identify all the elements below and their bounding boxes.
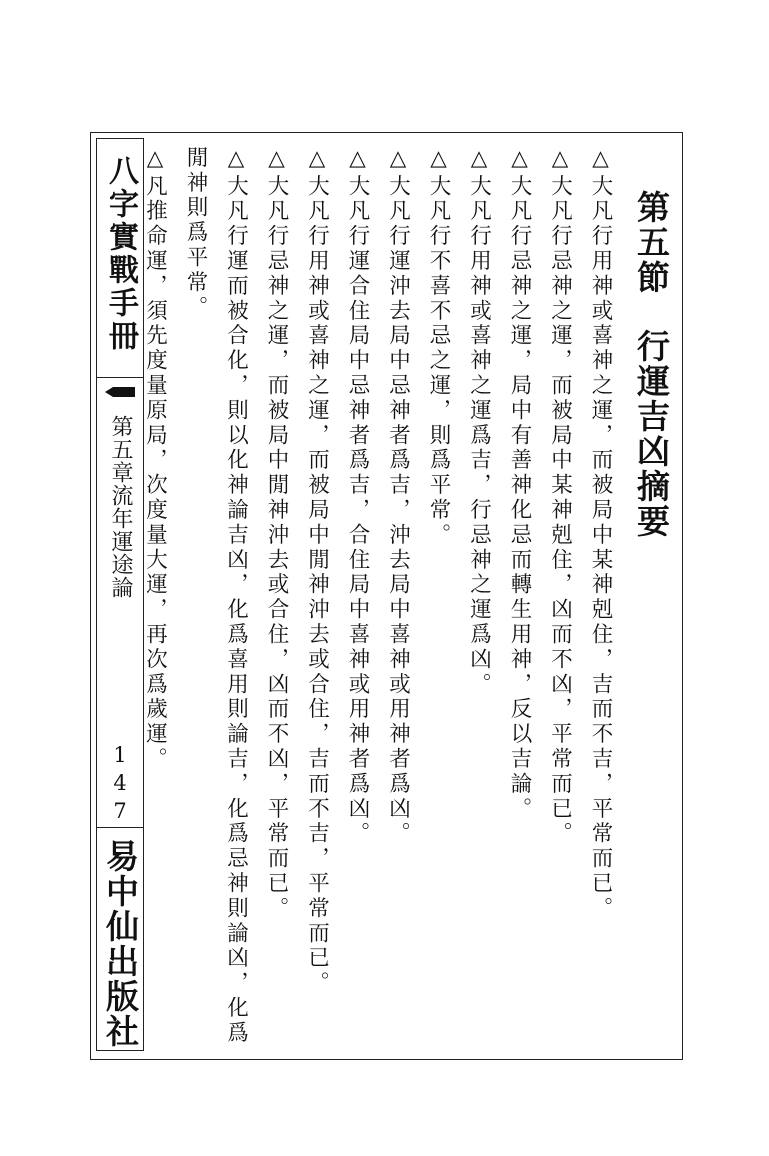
page-number: 147 — [108, 743, 132, 827]
body-line: △大凡行運合住局中忌神者爲吉，合住局中喜神或用神者爲凶。 — [345, 146, 370, 847]
body-line: △大凡行運而被合化，則以化神論吉凶，化爲喜用則論吉，化爲忌神則論凶，化爲 — [223, 146, 249, 1046]
body-line: △大凡行用神或喜神之運，而被局中閒神沖去或合住，吉而不吉，平常而已。 — [304, 146, 330, 997]
body-line: △大凡行用神或喜神之運爲吉，行忌神之運爲凶。 — [466, 146, 492, 698]
book-title: 八字實戰手冊 — [103, 155, 138, 353]
section-title: 行運吉凶摘要 — [632, 329, 671, 539]
body-line: △大凡行忌神之運，而被局中閒神沖去或合住，凶而不凶，平常而已。 — [264, 146, 289, 922]
body-line: △大凡行不喜不忌之運，則爲平常。 — [426, 146, 451, 548]
section-body — [142, 146, 620, 1046]
section-number: 第五節 — [632, 190, 671, 295]
body-line: △凡推命運，須先度量原局，次度量大運，再次爲歲運。 — [142, 146, 168, 772]
publisher-name: 易中仙出版社 — [101, 839, 140, 1049]
body-line: 閒神則爲平常。 — [183, 146, 208, 321]
body-line: △大凡行忌神之運，而被局中某神剋住，凶而不凶，平常而已。 — [547, 146, 573, 847]
chapter-marker-icon — [103, 385, 137, 399]
body-line: △大凡行用神或喜神之運，而被局中某神剋住，吉而不吉，平常而已。 — [588, 146, 613, 922]
chapter-title: 第五章流年運途論 — [108, 415, 133, 599]
section-heading — [628, 190, 674, 539]
body-line: △大凡行運沖去局中忌神者爲吉，沖去局中喜神或用神者爲凶。 — [385, 146, 411, 847]
body-line: △大凡行忌神之運，局中有善神化忌而轉生用神，反以吉論。 — [507, 146, 532, 822]
